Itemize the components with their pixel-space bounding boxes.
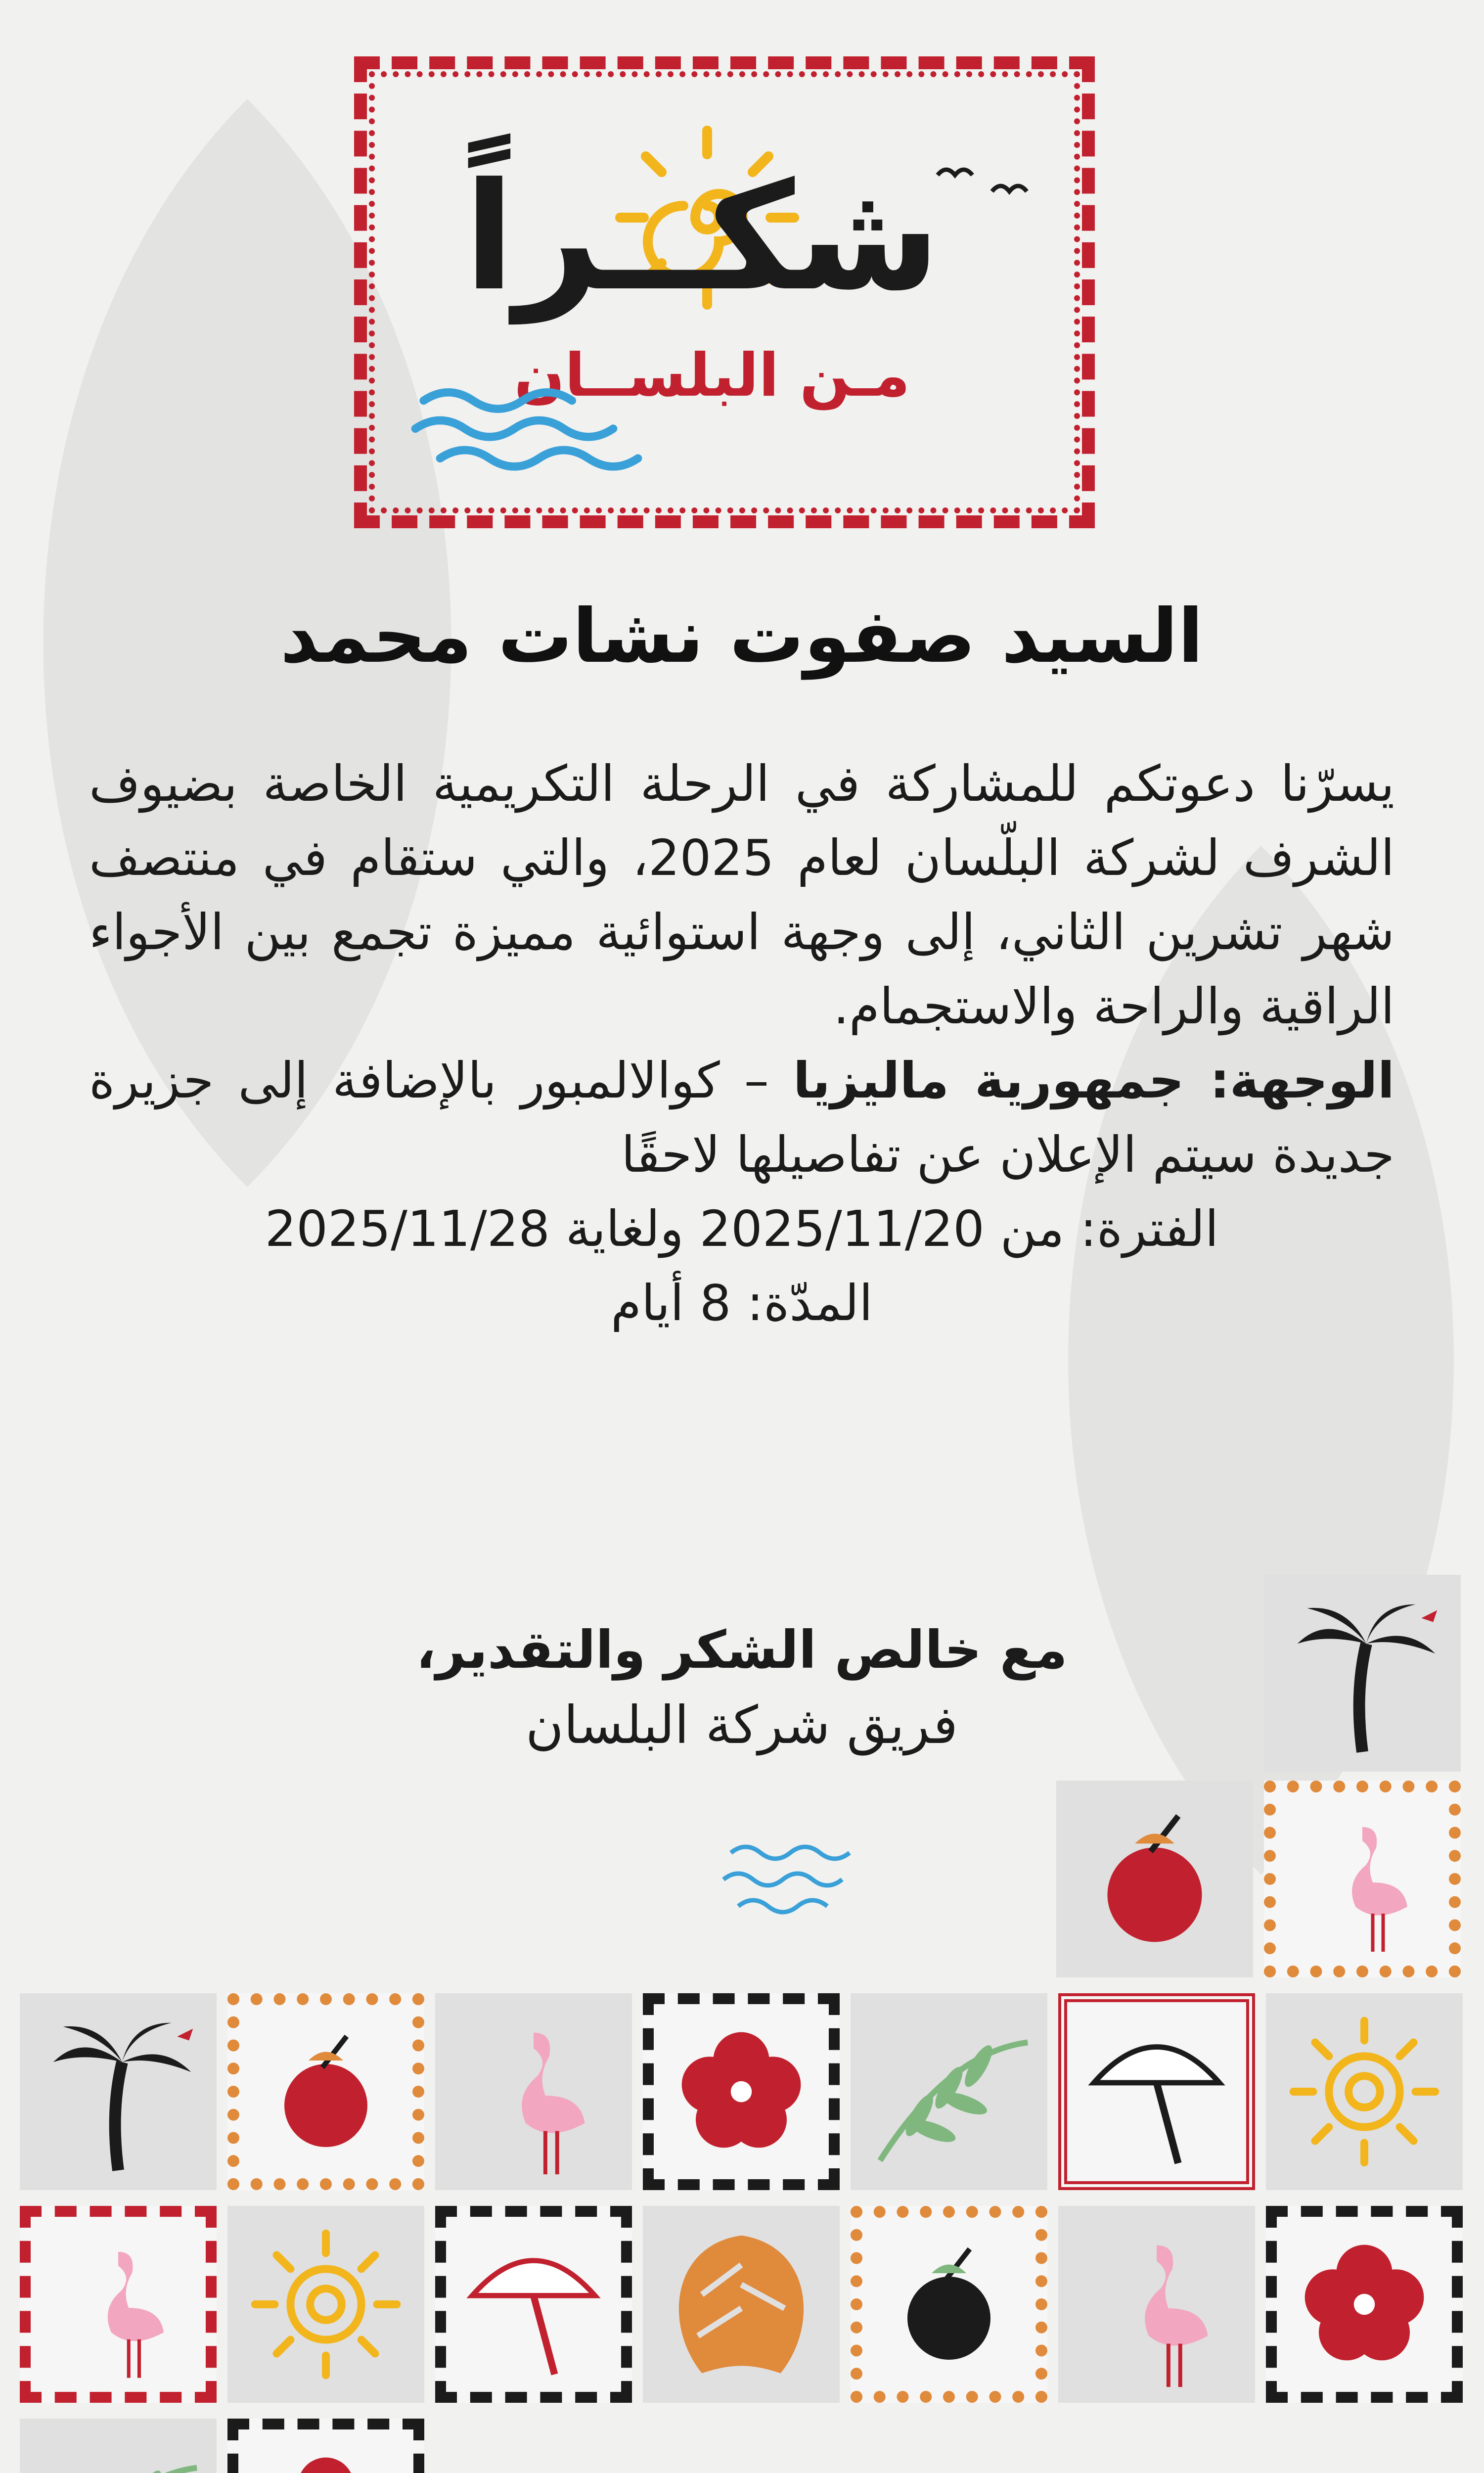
waves-icon — [652, 1808, 929, 1957]
destination-label: الوجهة: جمهورية ماليزيا — [793, 1052, 1394, 1109]
palm-tree-icon — [20, 1993, 217, 2190]
tile-umbrella-framed — [1058, 1993, 1255, 2190]
tile-hibiscus-framed — [227, 2419, 424, 2473]
umbrella-icon — [1067, 2002, 1246, 2181]
tile-flamingo — [1058, 2206, 1255, 2403]
recipient-name: السيد صفوت نشات محمد — [280, 594, 1204, 680]
duration-line: المدّة: 8 أيام — [611, 1274, 873, 1332]
tile-waves — [732, 1788, 929, 1985]
destination-details: – كوالالمبور بالإضافة إلى جزيرة جديدة سيتم الإعلان عن تفاصيلها لاحقًا — [89, 1052, 1394, 1184]
waves-icon — [405, 376, 673, 475]
tile-hibiscus-framed — [643, 1993, 840, 2190]
tile-coconut — [1056, 1781, 1253, 1977]
hibiscus-icon — [238, 2429, 413, 2473]
leaf-icon — [20, 2419, 217, 2473]
thanks-title: شكــراً — [463, 151, 941, 323]
tile-palm — [20, 1993, 217, 2190]
sun-icon — [1266, 1993, 1463, 2190]
thanks-subtitle: مـن البلســان — [514, 341, 910, 410]
tile-leaf — [851, 1993, 1047, 2190]
coconut-drink-icon — [862, 2218, 1035, 2391]
monstera-leaf-icon — [643, 2206, 840, 2403]
tile-hibiscus-framed — [1266, 2206, 1463, 2403]
invitation-body — [89, 747, 1394, 1340]
period-line: الفترة: من 2025/11/20 ولغاية 2025/11/28 — [265, 1200, 1219, 1258]
flamingo-icon — [435, 1993, 632, 2190]
tile-umbrella-framed — [435, 2206, 632, 2403]
tile-flamingo-framed — [20, 2206, 217, 2403]
flamingo-icon — [1276, 1792, 1449, 1966]
tile-flamingo-framed — [1264, 1781, 1461, 1977]
tile-coconut-framed — [227, 1993, 424, 2190]
destination-line — [89, 1044, 1394, 1192]
coconut-drink-icon — [239, 2005, 412, 2178]
tile-palm — [1264, 1575, 1461, 1772]
sun-icon — [227, 2206, 424, 2403]
tile-coconut-framed — [851, 2206, 1047, 2403]
signoff — [346, 1612, 1137, 1763]
hibiscus-icon — [1277, 2217, 1452, 2392]
intro-paragraph: يسرّنا دعوتكم للمشاركة في الرحلة التكريمية الخاصة بضيوف الشرف لشركة البلّسان لعام 2025، والتي ستقام في منتصف شهر تشرين الثاني، إلى وجهة استوائية مميزة تجمع بين الأجواء الراقية والراحة والاستجمام. — [89, 755, 1394, 1035]
signoff-team: فريق شركة البلسان — [525, 1695, 958, 1756]
tile-sun — [1266, 1993, 1463, 2190]
tile-monstera — [643, 2206, 840, 2403]
leaf-icon — [851, 1993, 1047, 2190]
palm-tree-icon — [1264, 1575, 1461, 1772]
tile-sun — [227, 2206, 424, 2403]
tile-leaf — [20, 2419, 217, 2473]
umbrella-icon — [446, 2217, 621, 2392]
tile-flamingo — [435, 1993, 632, 2190]
flamingo-icon — [1058, 2206, 1255, 2403]
signoff-thanks: مع خالص الشكر والتقدير، — [416, 1620, 1068, 1680]
hibiscus-icon — [654, 2004, 829, 2179]
coconut-drink-icon — [1056, 1781, 1253, 1977]
flamingo-icon — [31, 2217, 206, 2392]
